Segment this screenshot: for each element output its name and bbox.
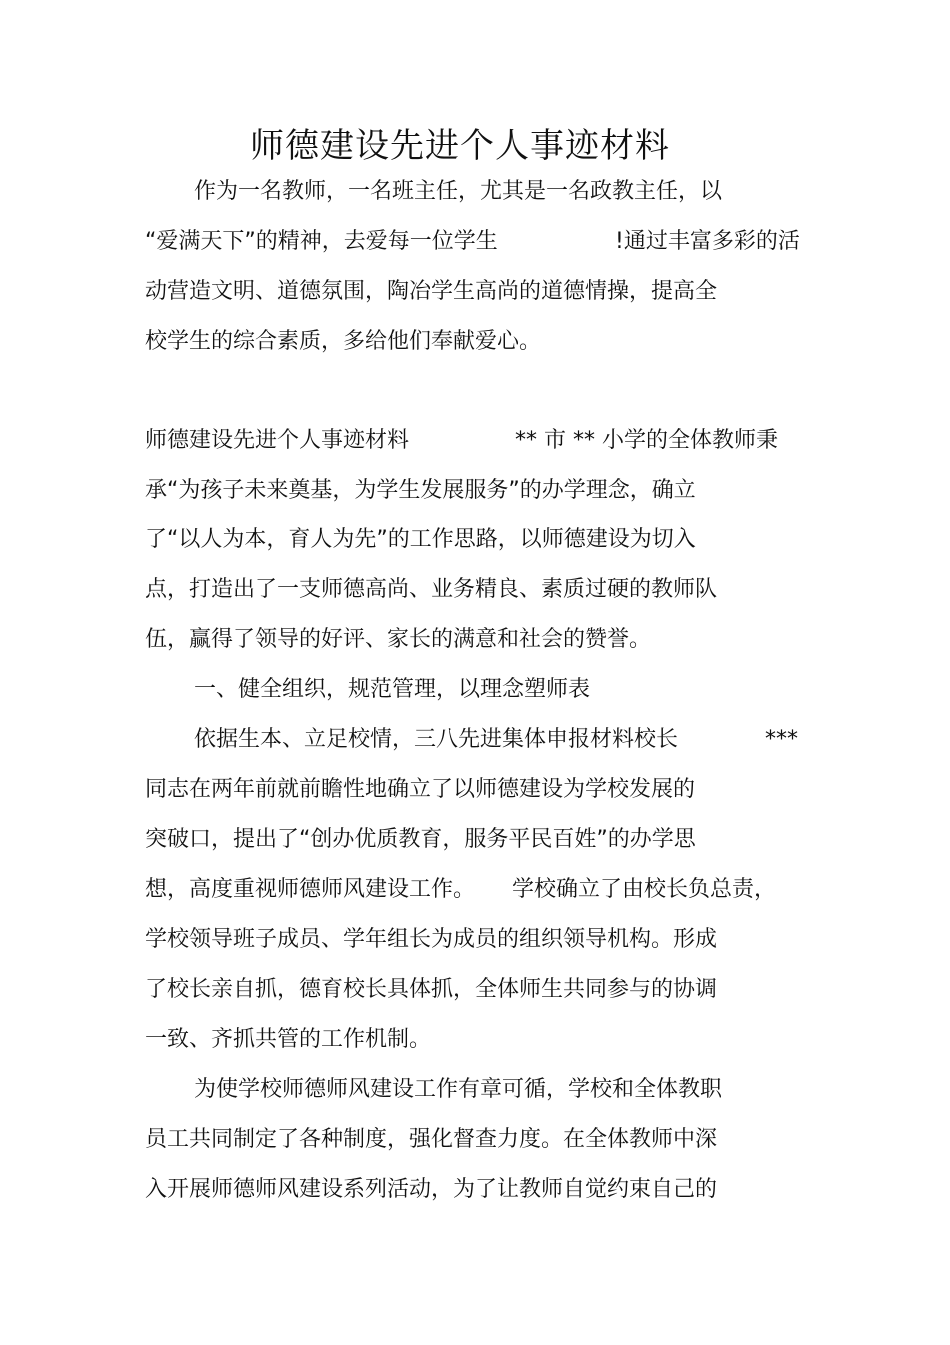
document-title: 师德建设先进个人事迹材料 — [250, 126, 670, 166]
section-heading: 一、健全组织，规范管理，以理念塑师表 — [194, 677, 591, 702]
paragraph-line-continuation: ** 市 ** 小学的全体教师秉 — [515, 428, 778, 453]
paragraph-line: 为使学校师德师风建设工作有章可循，学校和全体教职 — [194, 1077, 723, 1102]
paragraph-line: 校学生的综合素质，多给他们奉献爱心。 — [145, 329, 542, 354]
paragraph-line: 了“以人为本，育人为先”的工作思路，以师德建设为切入 — [145, 527, 696, 552]
paragraph-line: 了校长亲自抓，德育校长具体抓，全体师生共同参与的协调 — [145, 977, 718, 1002]
paragraph-line: 伍，赢得了领导的好评、家长的满意和社会的赞誉。 — [145, 627, 652, 652]
paragraph-line-continuation: !通过丰富多彩的活 — [615, 229, 800, 254]
paragraph-line: 入开展师德师风建设系列活动，为了让教师自觉约束自己的 — [145, 1177, 718, 1202]
paragraph-line: 承“为孩子未来奠基，为学生发展服务”的办学理念，确立 — [145, 478, 696, 503]
paragraph-line: 师德建设先进个人事迹材料 — [145, 428, 410, 453]
paragraph-line-continuation: 学校确立了由校长负总责， — [512, 877, 777, 902]
paragraph-line: 动营造文明、道德氛围，陶冶学生高尚的道德情操，提高全 — [145, 279, 718, 304]
paragraph-line: 一致、齐抓共管的工作机制。 — [145, 1027, 432, 1052]
paragraph-line: 学校领导班子成员、学年组长为成员的组织领导机构。形成 — [145, 927, 718, 952]
paragraph-line: 作为一名教师，一名班主任，尤其是一名政教主任，以 — [194, 179, 723, 204]
paragraph-line: 员工共同制定了各种制度，强化督查力度。在全体教师中深 — [145, 1127, 718, 1152]
paragraph-line-continuation: *** — [765, 727, 798, 752]
paragraph-line: 突破口，提出了“创办优质教育，服务平民百姓”的办学思 — [145, 827, 696, 852]
paragraph-line: 想，高度重视师德师风建设工作。 — [145, 877, 476, 902]
paragraph-line: 点，打造出了一支师德高尚、业务精良、素质过硬的教师队 — [145, 577, 718, 602]
paragraph-line: “爱满天下”的精神，去爱每一位学生 — [145, 229, 498, 254]
paragraph-line: 同志在两年前就前瞻性地确立了以师德建设为学校发展的 — [145, 777, 696, 802]
paragraph-line: 依据生本、立足校情，三八先进集体申报材料校长 — [194, 727, 679, 752]
